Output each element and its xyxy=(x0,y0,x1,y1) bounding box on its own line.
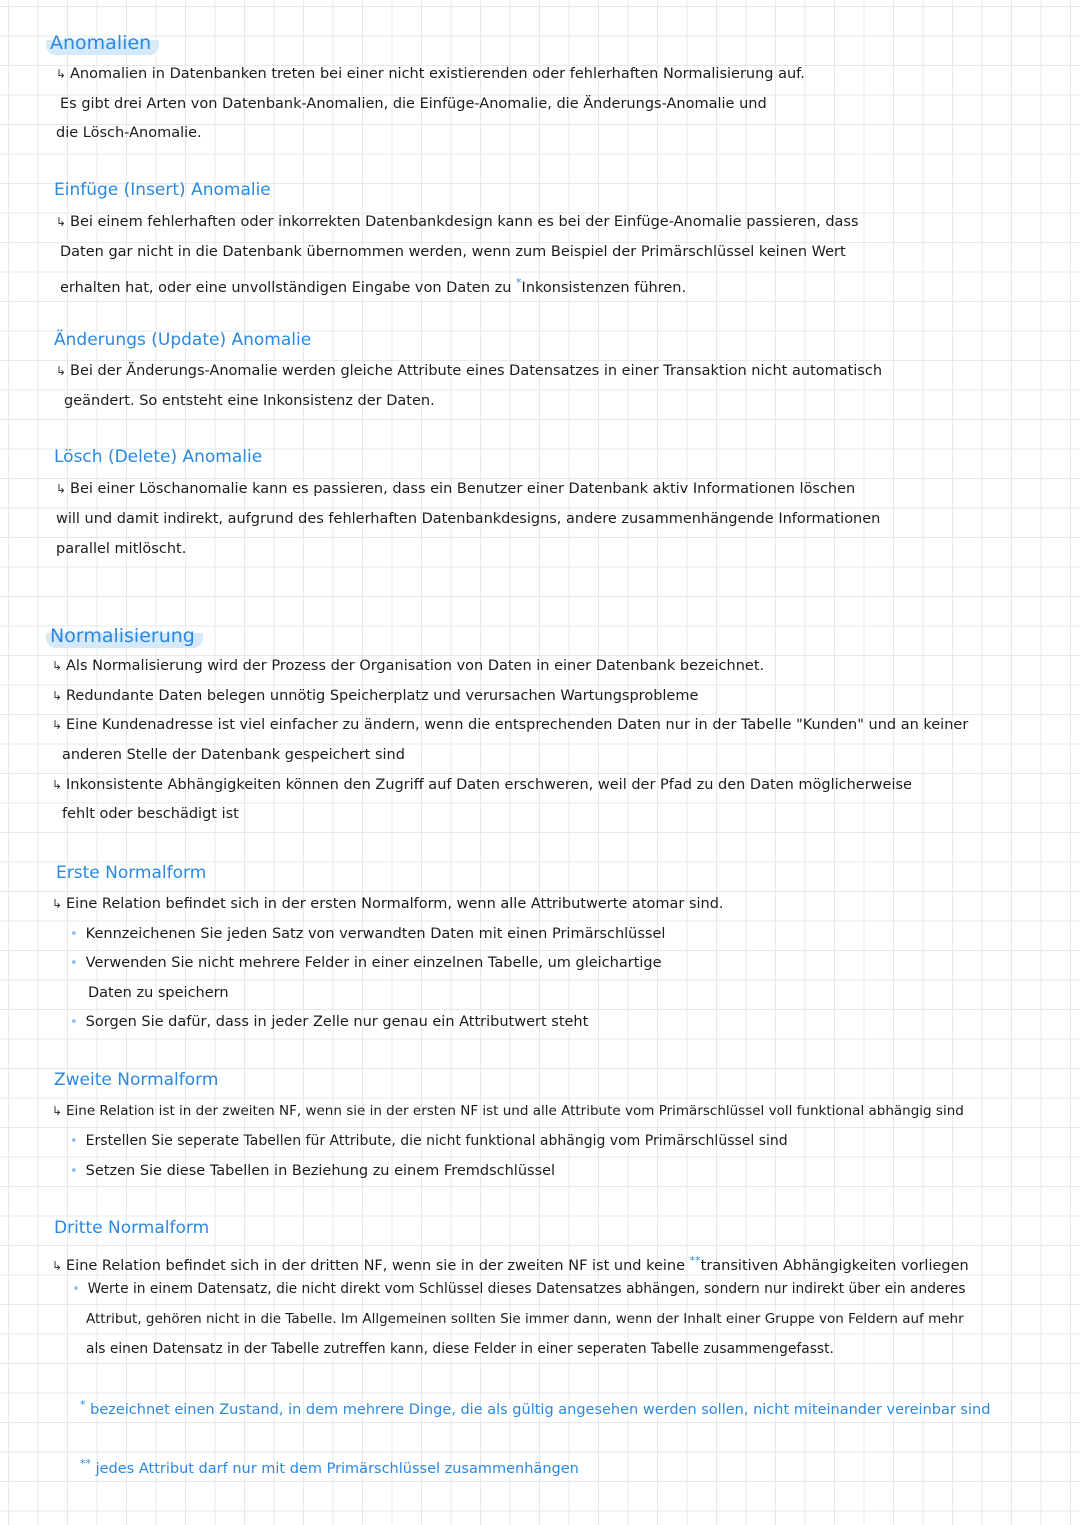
arrow-icon: ↳ xyxy=(52,897,63,911)
nf3-lead: ↳ Eine Relation befindet sich in der dritten NF, wenn sie in der zweiten NF ist und keine **transitiven Abhängigkeiten vorliegen xyxy=(52,1246,969,1281)
nf1-lead: ↳ Eine Relation befindet sich in der ersten Normalform, wenn alle Attributwerte atomar sind. xyxy=(52,890,724,920)
update-line-1: ↳ Bei der Änderungs-Anomalie werden gleiche Attribute eines Datensatzes in einer Transaktion nicht automatisch xyxy=(56,357,882,387)
norm-line-4: anderen Stelle der Datenbank gespeichert sind xyxy=(62,747,405,763)
arrow-icon: ↳ xyxy=(52,659,63,673)
norm-line-6: fehlt oder beschädigt ist xyxy=(62,806,239,822)
nf1-bullet-1: • Kennzeichenen Sie jeden Satz von verwandten Daten mit einen Primärschlüssel xyxy=(70,926,666,942)
norm-line-2: ↳ Redundante Daten belegen unnötig Speicherplatz und verursachen Wartungsprobleme xyxy=(52,682,698,712)
footnote-1: * bezeichnet einen Zustand, in dem mehrere Dinge, die als gültig angesehen werden sollen, nicht miteinander vereinbar sind xyxy=(80,1398,991,1418)
heading-insert: Einfüge (Insert) Anomalie xyxy=(54,180,271,200)
insert-line-2: Daten gar nicht in die Datenbank übernommen werden, wenn zum Beispiel der Primärschlüssel keinen Wert xyxy=(60,244,846,260)
footnote-marker: * xyxy=(80,1398,86,1411)
footnote-marker: ** xyxy=(80,1457,91,1470)
bullet-icon: • xyxy=(70,1015,78,1030)
arrow-icon: ↳ xyxy=(56,364,67,378)
heading-nf2: Zweite Normalform xyxy=(54,1070,219,1090)
heading-normalisierung: Normalisierung xyxy=(46,625,203,648)
norm-line-5: ↳ Inkonsistente Abhängigkeiten können den Zugriff auf Daten erschweren, weil der Pfad zu den Daten möglicherweise xyxy=(52,771,912,801)
anomalien-intro-3: die Lösch-Anomalie. xyxy=(56,125,202,141)
arrow-icon: ↳ xyxy=(52,689,63,703)
anomalien-intro-1: ↳ Anomalien in Datenbanken treten bei einer nicht existierenden oder fehlerhaften Normalisierung auf. xyxy=(56,60,805,90)
footnote-2: ** jedes Attribut darf nur mit dem Primärschlüssel zusammenhängen xyxy=(80,1457,579,1477)
arrow-icon: ↳ xyxy=(52,1104,63,1118)
nf2-lead: ↳ Eine Relation ist in der zweiten NF, wenn sie in der ersten NF ist und alle Attribute vom Primärschlüssel voll funktional abhängig sind xyxy=(52,1097,964,1127)
arrow-icon: ↳ xyxy=(52,718,63,732)
bullet-icon: • xyxy=(70,1164,78,1179)
footnote-marker: * xyxy=(516,276,522,289)
nf2-bullet-1: • Erstellen Sie seperate Tabellen für Attribute, die nicht funktional abhängig vom Primärschlüssel sind xyxy=(70,1133,788,1149)
footnote-marker: ** xyxy=(689,1254,701,1267)
insert-line-1: ↳ Bei einem fehlerhaften oder inkorrekten Datenbankdesign kann es bei der Einfüge-Anomalie passieren, dass xyxy=(56,208,859,238)
nf3-bullet-1-cont-1: Attribut, gehören nicht in die Tabelle. Im Allgemeinen sollten Sie immer dann, wenn der Inhalt einer Gruppe von Feldern auf mehr xyxy=(86,1311,964,1327)
heading-nf1: Erste Normalform xyxy=(56,863,207,883)
nf1-bullet-2-cont: Daten zu speichern xyxy=(88,985,229,1001)
arrow-icon: ↳ xyxy=(56,215,67,229)
arrow-icon: ↳ xyxy=(52,1258,63,1273)
nf1-bullet-2: • Verwenden Sie nicht mehrere Felder in einer einzelnen Tabelle, um gleichartige xyxy=(70,955,662,971)
bullet-icon: • xyxy=(70,956,78,971)
nf1-bullet-3: • Sorgen Sie dafür, dass in jeder Zelle nur genau ein Attributwert steht xyxy=(70,1014,589,1030)
norm-line-1: ↳ Als Normalisierung wird der Prozess der Organisation von Daten in einer Datenbank bezeichnet. xyxy=(52,652,764,682)
bullet-icon: • xyxy=(70,927,78,942)
insert-line-3: erhalten hat, oder eine unvollständigen Eingabe von Daten zu *Inkonsistenzen führen. xyxy=(60,276,687,296)
bullet-icon: • xyxy=(72,1282,80,1297)
delete-line-3: parallel mitlöscht. xyxy=(56,541,187,557)
nf3-bullet-1-cont-2: als einen Datensatz in der Tabelle zutreffen kann, diese Felder in einer seperaten Tabelle zusammengefasst. xyxy=(86,1341,834,1357)
delete-line-1: ↳ Bei einer Löschanomalie kann es passieren, dass ein Benutzer einer Datenbank aktiv Informationen löschen xyxy=(56,475,855,505)
update-line-2: geändert. So entsteht eine Inkonsistenz der Daten. xyxy=(64,393,435,409)
heading-update: Änderungs (Update) Anomalie xyxy=(54,330,312,350)
arrow-icon: ↳ xyxy=(56,482,67,496)
anomalien-intro-2: Es gibt drei Arten von Datenbank-Anomalien, die Einfüge-Anomalie, die Änderungs-Anomalie und xyxy=(60,96,767,112)
heading-anomalien: Anomalien xyxy=(46,32,159,55)
heading-nf3: Dritte Normalform xyxy=(54,1218,210,1238)
bullet-icon: • xyxy=(70,1134,78,1149)
arrow-icon: ↳ xyxy=(56,67,67,81)
heading-delete: Lösch (Delete) Anomalie xyxy=(54,447,263,467)
delete-line-2: will und damit indirekt, aufgrund des fehlerhaften Datenbankdesigns, andere zusammenhängende Informationen xyxy=(56,511,881,527)
arrow-icon: ↳ xyxy=(52,778,63,792)
norm-line-3: ↳ Eine Kundenadresse ist viel einfacher zu ändern, wenn die entsprechenden Daten nur in der Tabelle "Kunden" und an keiner xyxy=(52,711,968,741)
nf2-bullet-2: • Setzen Sie diese Tabellen in Beziehung zu einem Fremdschlüssel xyxy=(70,1163,556,1179)
nf3-bullet-1: • Werte in einem Datensatz, die nicht direkt vom Schlüssel dieses Datensatzes abhängen, sondern nur indirekt über ein anderes xyxy=(72,1281,966,1297)
